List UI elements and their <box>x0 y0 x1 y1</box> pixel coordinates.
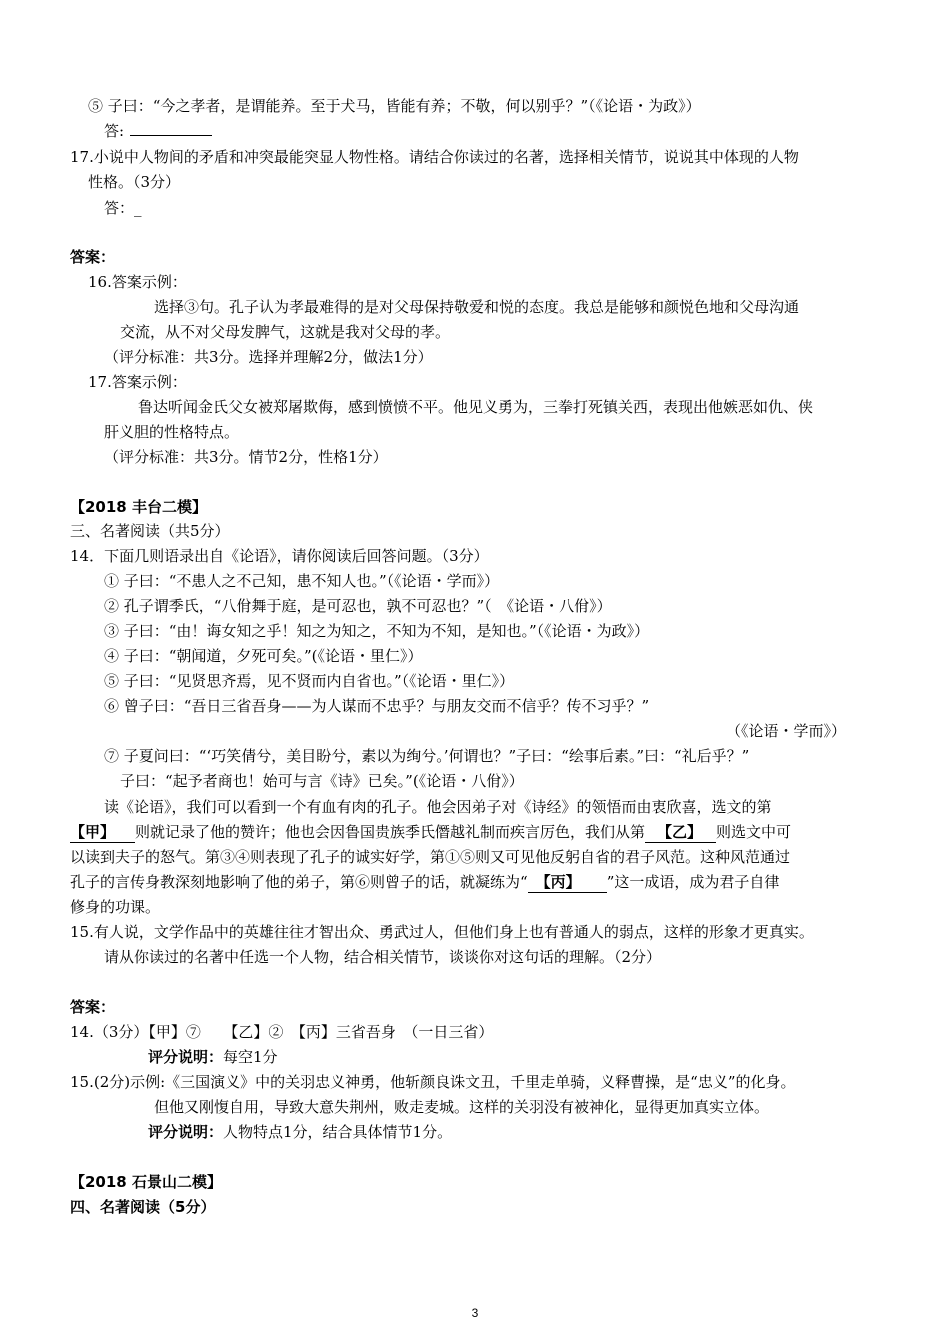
quote2: ② 孔子谓季氏，“八佾舞于庭，是可忍也，孰不可忍也？”（ 《论语・八佾》） <box>104 597 612 615</box>
q17-line2: 性格。（3分） <box>88 173 181 191</box>
q17-line1: 17.小说中人物间的矛盾和冲突最能突显人物性格。请结合你读过的名著，选择相关情节，说说其中体现的人物 <box>70 148 799 166</box>
shijingshan-heading: 【2018 石景山二模】 <box>70 1173 222 1191</box>
a16-line2: 交流，从不对父母发脾气，这就是我对父母的孝。 <box>120 323 451 341</box>
paragraph-line4-start: 孔子的言传身教深刻地影响了他的弟子，第⑥则曾子的话，就凝练为“ <box>70 873 528 891</box>
paragraph-line5: 修身的功课。 <box>70 898 161 916</box>
blank-bing: 【丙】 <box>528 872 607 893</box>
a17-line1: 鲁达听闻金氏父女被郑屠欺侮，感到愤愤不平。他见义勇为，三拳打死镇关西，表现出他嫉恶如仇、侠 <box>138 398 814 416</box>
quote4: ④ 子曰：“朝闻道，夕死可矣。”(《论语・里仁》） <box>104 647 423 665</box>
q15-line2: 请从你读过的名著中任选一个人物，结合相关情节，谈谈你对这句话的理解。（2分） <box>104 948 662 966</box>
a16-title: 16.答案示例： <box>88 273 187 291</box>
a15-note <box>148 1122 452 1142</box>
a15-line2: 但他又刚愎自用，导致大意失荆州，败走麦城。这样的关羽没有被神化，显得更加真实立体。 <box>154 1098 770 1116</box>
paragraph-line3: 以读到夫子的怒气。第③④则表现了孔子的诚实好学，第①⑤则又可见他反躬自省的君子风范。这种风范通过 <box>70 848 791 866</box>
a15-note-label: 评分说明： <box>148 1123 224 1141</box>
quote1: ① 子曰：“不患人之不己知，患不知人也。”（《论语・学而》） <box>104 572 500 590</box>
quote3: ③ 子曰：“由！诲女知之乎！知之为知之，不知为不知，是知也。”（《论语・为政》） <box>104 622 650 640</box>
quote5-line: ⑤ 子曰：“今之孝者，是谓能养。至于犬马，皆能有养；不敬，何以别乎？”（《论语・为政》） <box>88 97 701 115</box>
q17-answer: 答：_ <box>104 199 142 217</box>
quote6-source: （《论语・学而》） <box>726 722 847 740</box>
a15-line1: 15.(2分)示例:《三国演义》中的关羽忠义神勇，他斩颜良诛文丑，千里走单骑，义释曹操，是“忠义”的化身。 <box>70 1073 796 1091</box>
fengtai-section: 三、名著阅读（共5分） <box>70 522 230 540</box>
paragraph-line2-mid: 则就记录了他的赞许；他也会因鲁国贵族季氏僭越礼制而疾言厉色，我们从第 <box>135 823 646 841</box>
page-number: 3 <box>471 1306 479 1320</box>
answer-blank <box>130 121 212 136</box>
q14-line: 14．下面几则语录出自《论语》，请你阅读后回答问题。（3分） <box>70 547 489 565</box>
a17-score: （评分标准：共3分。情节2分，性格1分） <box>104 448 388 466</box>
quote6: ⑥ 曾子曰：“吾日三省吾身——为人谋而不忠乎？与朋友交而不信乎？传不习乎？” <box>104 697 650 715</box>
blank-jia: 【甲】 <box>70 822 135 843</box>
answer-label: 答: <box>104 122 125 140</box>
fengtai-heading: 【2018 丰台二模】 <box>70 498 207 516</box>
a17-line2: 肝义胆的性格特点。 <box>104 423 240 441</box>
shijingshan-section: 四、名著阅读（5分） <box>70 1198 216 1216</box>
a14-note-label: 评分说明： <box>148 1048 224 1066</box>
paragraph-line2 <box>70 822 791 843</box>
quote5: ⑤ 子曰：“见贤思齐焉，见不贤而内自省也。”（《论语・里仁》） <box>104 672 515 690</box>
quote7-line2: 子曰：“起予者商也！始可与言《诗》已矣。”(《论语・八佾》） <box>120 772 524 790</box>
answers-heading: 答案： <box>70 248 116 266</box>
a15-note-text: 人物特点1分，结合具体情节1分。 <box>223 1123 453 1141</box>
quote7-line1: ⑦ 子夏问曰：“‘巧笑倩兮，美目盼兮，素以为绚兮。’何谓也？”子曰：“绘事后素。”曰：“礼后乎？” <box>104 747 750 765</box>
q15-line1: 15.有人说，文学作品中的英雄往往才智出众、勇武过人，但他们身上也有普通人的弱点，这样的形象才更真实。 <box>70 923 814 941</box>
answer-line <box>104 121 212 141</box>
a16-line1: 选择③句。孔子认为孝最难得的是对父母保持敬爱和悦的态度。我总是能够和颜悦色地和父母沟通 <box>154 298 800 316</box>
blank-yi: 【乙】 <box>645 822 716 843</box>
paragraph-line4-end: ”这一成语，成为君子自律 <box>606 873 780 891</box>
a14-note <box>148 1047 278 1067</box>
a14-note-text: 每空1分 <box>223 1048 278 1066</box>
a17-title: 17.答案示例： <box>88 373 187 391</box>
paragraph-line2-end: 则选文中可 <box>716 823 792 841</box>
paragraph-line4 <box>70 872 779 893</box>
paragraph-line1: 读《论语》，我们可以看到一个有血有肉的孔子。他会因弟子对《诗经》的领悟而由衷欣喜，选文的第 <box>104 798 772 816</box>
answers2-heading: 答案： <box>70 998 116 1016</box>
a16-score: （评分标准：共3分。选择并理解2分，做法1分） <box>104 348 433 366</box>
a14-line: 14.（3分）【甲】⑦ 【乙】② 【丙】三省吾身 （一日三省） <box>70 1023 494 1041</box>
